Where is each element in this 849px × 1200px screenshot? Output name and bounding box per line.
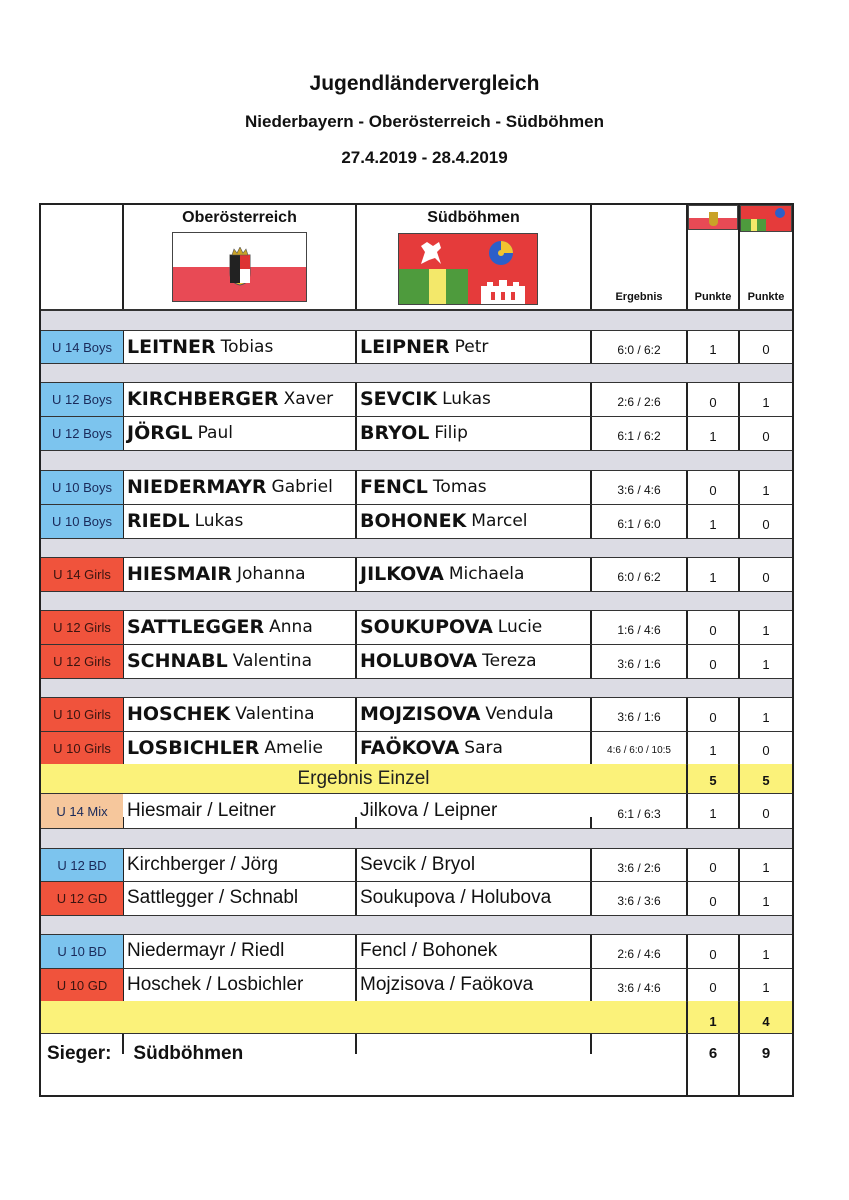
document-subtitle: Niederbayern - Oberösterreich - Südböhmen [245, 112, 604, 131]
match-result: 6:1 / 6:0 [617, 517, 661, 531]
match-result: 4:6 / 6:0 / 10:5 [607, 745, 671, 756]
doubles-total-bar [41, 1001, 686, 1033]
results-table [39, 203, 794, 1097]
team1-player [127, 968, 303, 1001]
points-team1: 0 [709, 980, 717, 995]
player-lastname: HIESMAIR [127, 563, 232, 585]
player-lastname: LEIPNER [360, 335, 450, 358]
separator-row [41, 363, 792, 382]
player-firstname: Paul [197, 423, 233, 443]
player-firstname: Filip [434, 423, 468, 443]
points-team1: 1 [709, 569, 717, 585]
points-team2: 1 [762, 622, 770, 638]
player-lastname: SCHNABL [127, 650, 228, 672]
team1-player [127, 697, 315, 731]
category-label: U 14 Boys [41, 331, 123, 363]
points-team1: 0 [709, 394, 717, 410]
match-result: 3:6 / 1:6 [617, 710, 661, 724]
coat-of-arms-icon [226, 247, 254, 287]
points-team2: 0 [762, 806, 770, 821]
player-firstname: Anna [269, 617, 313, 637]
row-line [41, 915, 792, 916]
team2-player [360, 968, 533, 1001]
player-lastname: JÖRGL [127, 422, 193, 444]
category-label: U 14 Mix [41, 794, 123, 828]
player-firstname: Tomas [432, 477, 487, 497]
player-firstname: Tobias [220, 336, 274, 357]
player-lastname: LEITNER [127, 335, 216, 358]
doubles-pair: Soukupova / Holubova [360, 887, 552, 908]
match-result: 2:6 / 2:6 [617, 395, 661, 409]
team1-player [127, 934, 284, 968]
team1-player [127, 731, 323, 764]
category-label: U 14 Girls [41, 558, 123, 591]
player-firstname: Lukas [194, 511, 244, 531]
match-result: 6:0 / 6:2 [617, 570, 661, 584]
player-firstname: Amelie [264, 737, 323, 758]
team2-player [360, 557, 524, 591]
team2-player [360, 330, 488, 363]
points-team1: 0 [709, 482, 717, 498]
result-header: Ergebnis [615, 291, 663, 303]
row-line [41, 538, 792, 539]
player-lastname: SOUKUPOVA [360, 616, 493, 638]
player-lastname: MOJZISOVA [360, 703, 481, 725]
team2-player [360, 934, 497, 968]
player-lastname: HOLUBOVA [360, 650, 478, 672]
points-team2: 0 [762, 569, 770, 585]
points1-header: Punkte [694, 291, 732, 303]
match-result: 3:6 / 3:6 [617, 894, 661, 908]
doubles-pair: Hiesmair / Leitner [127, 799, 276, 821]
player-firstname: Valentina [235, 704, 315, 724]
points-team1: 0 [709, 622, 717, 638]
category-label: U 10 BD [41, 935, 123, 968]
points-team1: 0 [709, 893, 717, 909]
team2-player [360, 610, 542, 644]
team1-player [127, 504, 243, 538]
category-label: U 12 Girls [41, 645, 123, 678]
castle-icon [479, 274, 527, 304]
points-team1: 1 [709, 806, 717, 821]
category-label: U 10 Boys [41, 505, 123, 538]
final-points-team1: 6 [708, 1045, 718, 1062]
match-result: 6:0 / 6:2 [617, 342, 661, 357]
points-team1: 1 [709, 428, 717, 444]
doubles-pair: Sattlegger / Schnabl [127, 887, 299, 908]
points2-header: Punkte [747, 291, 785, 303]
player-firstname: Petr [454, 336, 489, 357]
category-label: U 12 Boys [41, 383, 123, 416]
doubles-pair: Mojzisova / Faökova [360, 973, 534, 995]
points-team2: 1 [762, 709, 770, 725]
doubles-pair: Fencl / Bohonek [360, 940, 498, 961]
player-lastname: KIRCHBERGER [127, 388, 279, 410]
player-firstname: Xaver [283, 389, 334, 409]
team2-header: Südböhmen [427, 209, 520, 226]
player-lastname: NIEDERMAYR [127, 476, 267, 498]
upper-austria-flag-small [688, 205, 738, 230]
doubles-pair: Jilkova / Leipner [360, 799, 498, 821]
team1-player [127, 470, 333, 504]
points-team1: 1 [709, 516, 717, 532]
player-lastname: FENCL [360, 476, 428, 498]
points-team2: 1 [762, 946, 770, 962]
player-lastname: FAÖKOVA [360, 736, 460, 759]
team2-player [360, 382, 491, 416]
team2-player [360, 644, 537, 678]
separator-row [41, 915, 792, 934]
team2-player [360, 793, 497, 828]
player-firstname: Tereza [482, 651, 537, 671]
match-result: 3:6 / 2:6 [617, 860, 661, 875]
points-team2: 1 [762, 980, 770, 995]
document-dates: 27.4.2019 - 28.4.2019 [341, 148, 508, 167]
points-team2: 1 [762, 482, 770, 498]
player-lastname: BRYOL [360, 422, 430, 444]
points-team2: 1 [762, 893, 770, 909]
player-firstname: Johanna [236, 564, 306, 584]
team2-player [360, 470, 487, 504]
team2-player [360, 848, 475, 881]
team1-player [127, 644, 312, 678]
winner-team: Südböhmen [133, 1042, 244, 1064]
points-team2: 1 [762, 394, 770, 410]
category-label: U 10 Boys [41, 471, 123, 504]
separator-row [41, 310, 792, 330]
team1-player [127, 848, 278, 881]
player-lastname: RIEDL [127, 510, 190, 532]
points-team1: 0 [709, 946, 717, 962]
player-lastname: JILKOVA [360, 563, 444, 585]
player-lastname: SEVCIK [360, 388, 438, 410]
document-title: Jugendländervergleich [309, 72, 540, 95]
match-result: 1:6 / 4:6 [617, 623, 661, 637]
team2-player [360, 504, 528, 538]
separator-row [41, 538, 792, 557]
points-team2: 0 [762, 516, 770, 532]
team2-player [360, 416, 468, 450]
player-firstname: Gabriel [271, 477, 333, 497]
player-lastname: HOSCHEK [127, 703, 231, 725]
rose-icon [481, 238, 521, 268]
player-firstname: Sara [464, 737, 503, 758]
points-team2: 0 [762, 342, 770, 357]
team1-player [127, 610, 313, 644]
player-firstname: Lukas [442, 389, 491, 409]
team1-player [127, 881, 298, 915]
match-result: 3:6 / 4:6 [617, 483, 661, 497]
team2-player [360, 697, 554, 731]
category-label: U 12 Girls [41, 611, 123, 644]
player-firstname: Michaela [448, 564, 525, 584]
doubles-pair: Hoschek / Losbichler [127, 973, 304, 995]
south-bohemia-flag [398, 233, 538, 305]
category-label: U 10 GD [41, 969, 123, 1001]
team1-player [127, 330, 273, 363]
winner-row [47, 1033, 243, 1074]
match-result: 3:6 / 1:6 [617, 657, 661, 671]
separator-row [41, 828, 792, 848]
team2-player [360, 731, 503, 764]
separator-row [41, 591, 792, 610]
doubles-pair: Kirchberger / Jörg [127, 853, 279, 875]
category-label: U 12 Boys [41, 417, 123, 450]
separator-row [41, 678, 792, 697]
singles-total-label: Ergebnis Einzel [297, 767, 430, 789]
winner-label: Sieger: [47, 1042, 112, 1064]
col-divider [355, 205, 357, 794]
player-lastname: BOHONEK [360, 510, 467, 532]
row-line [41, 450, 792, 451]
south-bohemia-flag-small [740, 205, 792, 232]
doubles-pair: Sevcik / Bryol [360, 853, 476, 875]
team1-player [127, 793, 276, 828]
match-result: 6:1 / 6:3 [617, 806, 661, 821]
row-line [41, 678, 792, 679]
singles-total-team2: 5 [762, 773, 770, 788]
final-points-team2: 9 [761, 1045, 771, 1062]
points-team2: 1 [762, 860, 770, 875]
category-label: U 10 Girls [41, 698, 123, 731]
player-lastname: LOSBICHLER [127, 736, 260, 759]
category-label: U 12 BD [41, 849, 123, 881]
points-team1: 0 [709, 709, 717, 725]
match-result: 3:6 / 4:6 [617, 980, 661, 995]
match-result: 6:1 / 6:2 [617, 429, 661, 443]
points-team1: 1 [709, 342, 717, 357]
match-result: 2:6 / 4:6 [617, 947, 661, 961]
points-team1: 1 [709, 743, 717, 758]
row-line [41, 363, 792, 364]
points-team2: 0 [762, 743, 770, 758]
points-team2: 1 [762, 656, 770, 672]
category-label: U 12 GD [41, 882, 123, 915]
player-firstname: Vendula [485, 704, 554, 724]
doubles-total-team1: 1 [709, 1013, 717, 1029]
player-lastname: SATTLEGGER [127, 616, 265, 638]
team1-player [127, 416, 233, 450]
category-label: U 10 Girls [41, 732, 123, 764]
team1-header: Oberösterreich [182, 209, 297, 226]
points-team1: 0 [709, 860, 717, 875]
row-line [41, 591, 792, 592]
doubles-pair: Niedermayr / Riedl [127, 940, 285, 961]
points-team2: 0 [762, 428, 770, 444]
team2-player [360, 881, 551, 915]
separator-row [41, 450, 792, 470]
player-firstname: Lucie [497, 617, 543, 637]
player-firstname: Marcel [471, 511, 528, 531]
doubles-total-team2: 4 [762, 1013, 770, 1029]
team1-player [127, 382, 333, 416]
row-line [41, 828, 792, 829]
team1-player [127, 557, 306, 591]
points-team1: 0 [709, 656, 717, 672]
row-line [41, 310, 792, 311]
upper-austria-flag [172, 232, 307, 302]
lion-icon [413, 238, 449, 268]
singles-total-team1: 5 [709, 773, 717, 788]
player-firstname: Valentina [232, 651, 312, 671]
